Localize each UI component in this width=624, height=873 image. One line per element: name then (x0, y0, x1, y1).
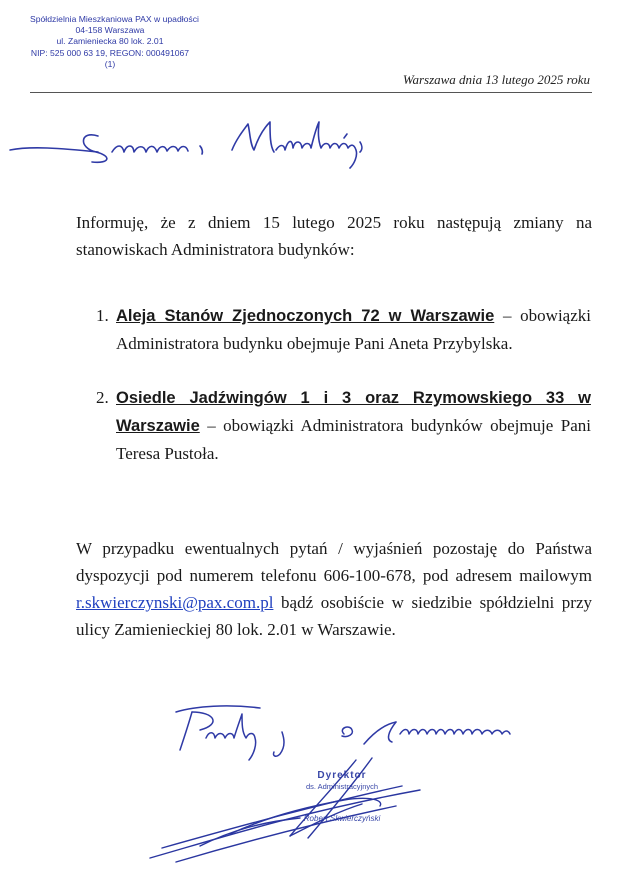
stamp-line-city: 04-158 Warszawa (75, 25, 145, 36)
place-date: Warszawa dnia 13 lutego 2025 roku (402, 72, 590, 87)
email-link[interactable]: r.skwierczynski@pax.com.pl (76, 593, 274, 612)
closing-text-end: bądź osobiście w siedzibie spółdzielni przy ulicy Zamienieckiej 80 lok. 2.01 w Warszawie. (76, 593, 592, 639)
signature-stamp-subtitle: ds. Administracyjnych (305, 782, 379, 791)
signature-stamp-name: Robert Skwierczyński (303, 814, 381, 823)
closing-text-start: W przypadku ewentualnych pytań / wyjaśnień pozostaję do Państwa dyspozycji pod numerem telefonu 606-100-678, pod adresem mailowym (76, 539, 592, 585)
list-item-number: 1. (96, 306, 109, 325)
list-item-text: – obowiązki Administratora budynku obejmuje Pani Aneta Przybylska. (116, 306, 591, 353)
list-item-address: Aleja Stanów Zjednoczonych 72 w Warszawie (116, 307, 495, 325)
list-item-text: – obowiązki Administratora budynków obejmuje Pani Teresa Pustoła. (116, 416, 591, 463)
intro-paragraph: Informuję, że z dniem 15 lutego 2025 roku następują zmiany na stanowiskach Administratora budynków: (76, 213, 592, 259)
list-item-number: 2. (96, 388, 109, 407)
stamp-line-street: ul. Zamieniecka 80 lok. 2.01 (56, 36, 164, 47)
list-item-address: Osiedle Jadźwingów 1 i 3 oraz Rzymowskiego 33 w Warszawie (116, 389, 591, 435)
stamp-line-number: (1) (104, 58, 116, 69)
stamp-line-ids: NIP: 525 000 63 19, REGON: 000491067 (30, 47, 190, 58)
signature-stamp-title: Dyrektor (317, 770, 367, 781)
stamp-line-name: Spółdzielnia Mieszkaniowa PAX w upadłości (30, 14, 199, 24)
